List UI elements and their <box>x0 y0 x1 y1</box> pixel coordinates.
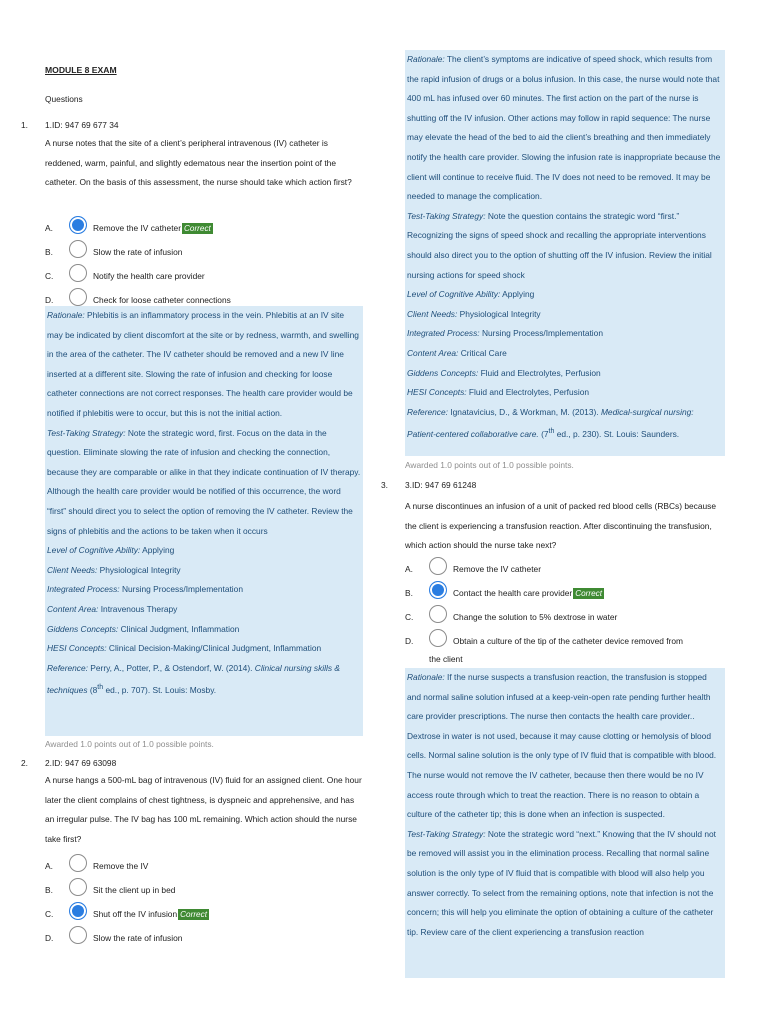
option-label: Check for loose catheter connections <box>93 295 231 305</box>
option-label: Shut off the IV infusion <box>93 909 178 919</box>
meta-value: Fluid and Electrolytes, Perfusion <box>468 387 590 398</box>
meta-value: Intravenous Therapy <box>100 603 178 614</box>
strategy-label: Test-Taking Strategy: <box>407 828 486 839</box>
questions-heading: Questions <box>45 94 83 104</box>
meta-label: Level of Cognitive Ability: <box>47 545 141 556</box>
radio-icon[interactable] <box>429 629 447 647</box>
option-label: Slow the rate of infusion <box>93 933 183 943</box>
question-text: A nurse notes that the site of a client’s peripheral intravenous (IV) catheter is reddened, warm, painful, and slightly edematous near the insertion point of the catheter. On the basis of this assessment, the nurse should take which action first? <box>45 138 352 188</box>
meta-value: Nursing Process/Implementation <box>121 584 243 595</box>
option-b[interactable] <box>45 242 365 262</box>
radio-icon[interactable] <box>69 926 87 944</box>
rationale-text: Phlebitis is an inflammatory process in the vein. Phlebitis at an IV site may be indicated by client discomfort at the site or by redness, warmth, and swelling in the area of the catheter. The IV catheter should be removed and a new IV line inserted at a different site. Slowing the rate of infusion and checking for loose catheter connections are not correct responses. The health care provider would be notified if phlebitis were to occur, but this is not the initial action. <box>47 310 359 418</box>
option-letter: D. <box>405 636 414 646</box>
option-c[interactable] <box>45 266 365 286</box>
rationale-box <box>45 306 363 736</box>
meta-label: Giddens Concepts: <box>407 367 479 378</box>
question-id: 3.ID: 947 69 61248 <box>405 480 477 490</box>
meta-value: Clinical Decision-Making/Clinical Judgment, Inflammation <box>108 643 322 654</box>
strategy-text: Note the strategic word “next.” Knowing that the IV should not be removed will assist you in the elimination process. Recalling that normal saline solution is the only type of IV fluid that is compatible with blood will also help you answer correctly. To select from the remaining options, note that infection is not the concern; this will help you eliminate the option of obtaining a culture of the catheter tip. Review care of the client experiencing a transfusion reaction <box>407 828 716 937</box>
awarded-points: Awarded 1.0 points out of 1.0 possible points. <box>45 739 214 749</box>
option-d[interactable] <box>405 631 725 651</box>
strategy-label: Test-Taking Strategy: <box>407 210 486 221</box>
meta-label: Giddens Concepts: <box>47 623 119 634</box>
meta-label: Integrated Process: <box>407 328 480 339</box>
option-letter: C. <box>405 612 414 622</box>
meta-label: Client Needs: <box>407 308 458 319</box>
meta-value: Physiological Integrity <box>99 564 181 575</box>
strategy-text: Note the question contains the strategic word “first.” Recognizing the signs of speed shock and recalling the appropriate interventions should also direct you to the option of shutting off the IV infusion. Review the initial nursing actions for speed shock <box>407 210 712 280</box>
radio-icon[interactable] <box>69 240 87 258</box>
option-b[interactable] <box>45 880 365 900</box>
option-label: Obtain a culture of the tip of the catheter device removed from <box>453 636 683 646</box>
radio-selected-icon[interactable] <box>69 216 87 234</box>
meta-value: Critical Care <box>460 347 507 358</box>
question-id: 1.ID: 947 69 677 34 <box>45 120 119 130</box>
option-label: Slow the rate of infusion <box>93 247 183 257</box>
option-letter: C. <box>45 271 54 281</box>
radio-icon[interactable] <box>429 557 447 575</box>
radio-selected-icon[interactable] <box>69 902 87 920</box>
option-d[interactable] <box>45 928 365 948</box>
rationale-label: Rationale: <box>47 310 85 320</box>
meta-label: Integrated Process: <box>47 584 120 595</box>
radio-icon[interactable] <box>69 288 87 306</box>
strategy-text: Note the strategic word, first. Focus on the data in the question. Eliminate slowing the rate of infusion and checking the connection, because they are comparable or alike in that they indicate continuation of IV therapy. Although the health care provider would be notified of this occurrence, the word “first” should direct you to select the option of removing the IV catheter. Review the signs of phlebitis and the actions to be taken when it occurs <box>47 427 361 536</box>
correct-badge: Correct <box>180 910 207 919</box>
page-title: MODULE 8 EXAM <box>45 65 117 75</box>
question-text: A nurse discontinues an infusion of a unit of packed red blood cells (RBCs) because the client is experiencing a transfusion reaction. After discontinuing the transfusion, which action should the nurse take next? <box>405 501 716 551</box>
option-letter: D. <box>45 295 54 305</box>
option-a[interactable] <box>45 856 365 876</box>
option-letter: D. <box>45 933 54 943</box>
meta-label: HESI Concepts: <box>47 643 107 654</box>
radio-icon[interactable] <box>69 878 87 896</box>
option-letter: A. <box>45 861 53 871</box>
meta-value: Applying <box>142 545 175 556</box>
question-number: 2. <box>21 758 28 768</box>
correct-badge: Correct <box>183 224 211 233</box>
rationale-box <box>405 50 725 456</box>
option-a[interactable] <box>45 218 365 238</box>
meta-label: Client Needs: <box>47 564 98 575</box>
option-label: Remove the IV catheter <box>93 223 181 233</box>
rationale-text: The client’s symptoms are indicative of speed shock, which results from the rapid infusion of drugs or a bolus infusion. In this case, the nurse would note that 400 mL has infused over 60 minutes. The first action on the part of the nurse is shutting off the IV infusion. Other actions may follow in rapid sequence: The nurse may elevate the head of the bed to aid the client’s breathing and then immediately notify the health care provider. Slowing the infusion rate is inappropriate because the client will continue to receive fluid. The IV does not need to be removed. It may be needed to manage the complication. <box>407 54 721 202</box>
meta-value: Clinical Judgment, Inflammation <box>120 623 240 634</box>
option-label: Sit the client up in bed <box>93 885 176 895</box>
radio-icon[interactable] <box>69 264 87 282</box>
option-label: Remove the IV catheter <box>453 564 541 574</box>
option-letter: B. <box>45 247 53 257</box>
option-label: Contact the health care provider <box>453 588 573 598</box>
meta-value: Physiological Integrity <box>459 308 541 319</box>
correct-badge: Correct <box>575 589 603 598</box>
option-c[interactable] <box>45 904 365 924</box>
rationale-label: Rationale: <box>407 672 445 682</box>
meta-value: Applying <box>502 289 535 300</box>
option-a[interactable] <box>405 559 725 579</box>
option-letter: B. <box>45 885 53 895</box>
question-id: 2.ID: 947 69 63098 <box>45 758 117 768</box>
option-letter: C. <box>45 909 54 919</box>
option-letter: B. <box>405 588 413 598</box>
option-label: Change the solution to 5% dextrose in water <box>453 612 618 622</box>
strategy-label: Test-Taking Strategy: <box>47 427 126 438</box>
option-letter: A. <box>405 564 413 574</box>
option-d-continuation: the client <box>429 654 463 664</box>
meta-label: Content Area: <box>407 347 459 358</box>
rationale-label: Rationale: <box>407 54 445 64</box>
meta-value: Nursing Process/Implementation <box>481 328 603 339</box>
radio-icon[interactable] <box>69 854 87 872</box>
awarded-points: Awarded 1.0 points out of 1.0 possible points. <box>405 460 574 470</box>
question-text: A nurse hangs a 500-mL bag of intravenous (IV) fluid for an assigned client. One hour later the client complains of chest tightness, is dyspneic and apprehensive, and has an irregular pulse. The IV bag has 100 mL remaining. Which action should the nurse take first? <box>45 775 362 844</box>
reference: Reference: Ignatavicius, D., & Workman, M. (2013). Medical-surgical nursing: Patient-centered collaborative care. (7th ed., p. 230). St. Louis: Saunders. <box>407 406 694 440</box>
question-number: 1. <box>21 120 28 130</box>
question-number: 3. <box>381 480 388 490</box>
radio-selected-icon[interactable] <box>429 581 447 599</box>
option-label: Notify the health care provider <box>93 271 205 281</box>
meta-value: Fluid and Electrolytes, Perfusion <box>480 367 601 378</box>
option-b[interactable] <box>405 583 725 603</box>
radio-icon[interactable] <box>429 605 447 623</box>
option-c[interactable] <box>405 607 725 627</box>
meta-label: Content Area: <box>47 603 99 614</box>
rationale-box <box>405 668 725 978</box>
meta-label: HESI Concepts: <box>407 387 467 398</box>
option-letter: A. <box>45 223 53 233</box>
rationale-text: If the nurse suspects a transfusion reaction, the transfusion is stopped and normal saline solution infused at a keep-vein-open rate pending further health care provider prescriptions. The nurse then contacts the health care provider.. Dextrose in water is not used, because it may cause clotting or hemolysis of blood cells. Normal saline solution is the only type of IV fluid that is compatible with blood. The nurse would not remove the IV catheter, because then there would be no IV access route through which to treat the reaction. There is no reason to obtain a culture of the catheter tip; this is done when an infection is suspected. <box>407 672 717 820</box>
reference: Reference: Perry, A., Potter, P., & Ostendorf, W. (2014). Clinical nursing skills & techniques (8th ed., p. 707). St. Louis: Mosby. <box>47 662 340 696</box>
option-label: Remove the IV <box>93 861 149 871</box>
meta-label: Level of Cognitive Ability: <box>407 289 501 300</box>
